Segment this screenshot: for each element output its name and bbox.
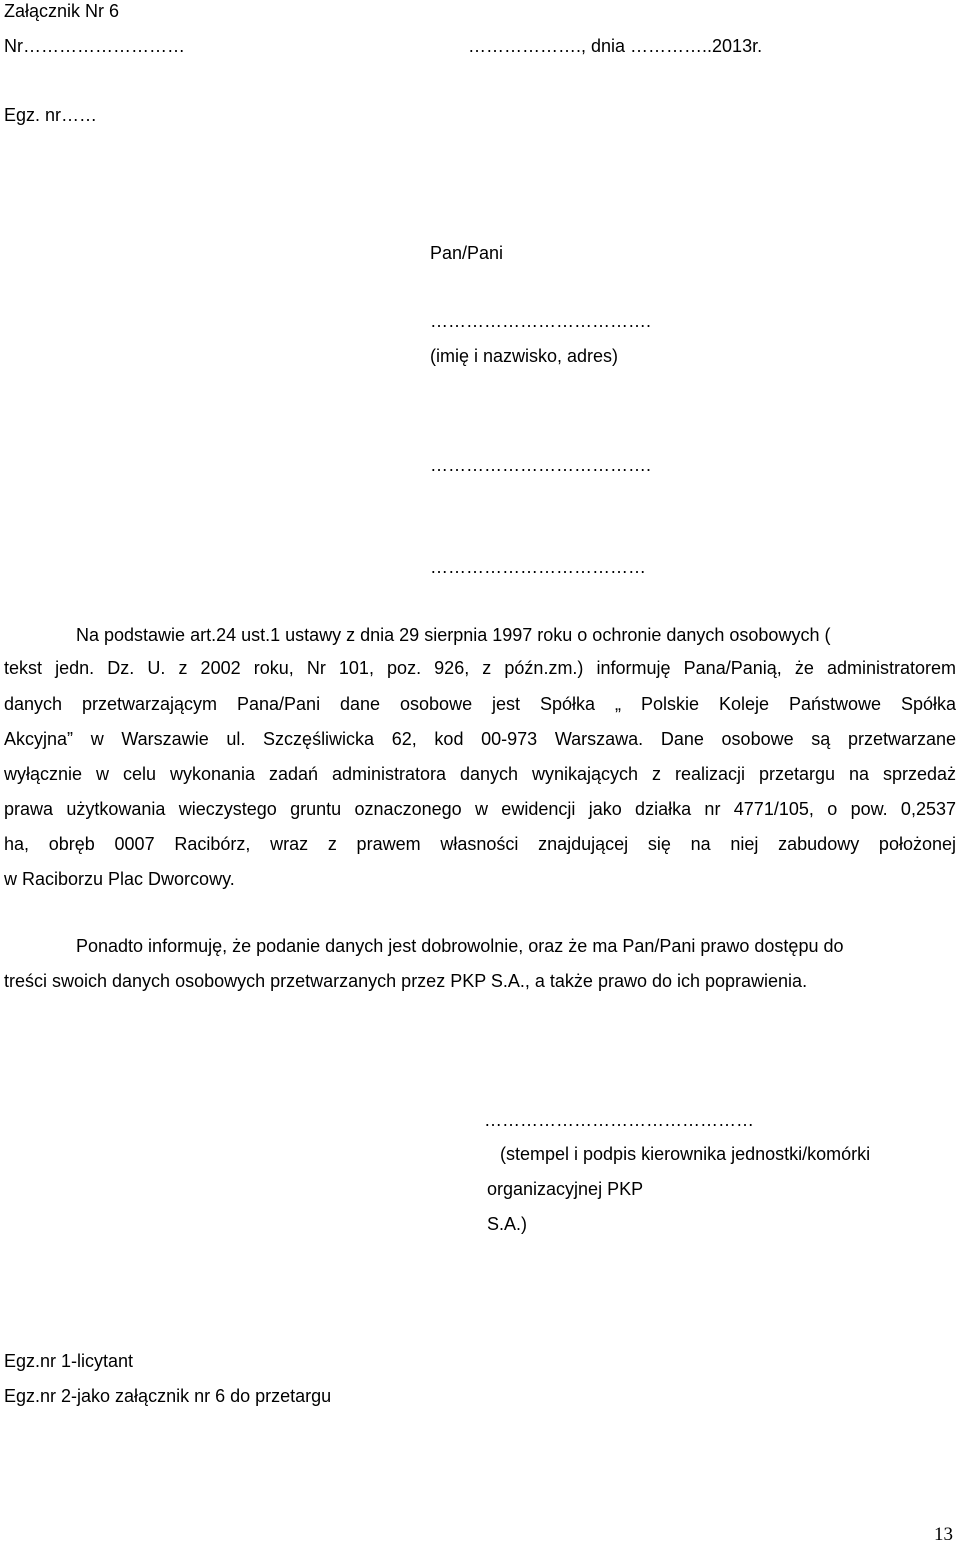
addressee-dots-1: ………………………………. [430,311,652,331]
copy-1-note: Egz.nr 1-licytant [4,1351,134,1371]
paragraph-1-line: wyłącznie w celu wykonania zadań administratora danych wynikających z realizacji przetargu na sprzedaż [4,764,956,784]
paragraph-1-first-line: Na podstawie art.24 ust.1 ustawy z dnia 29 sierpnia 1997 roku o ochronie danych osobowych ( [76,625,831,645]
page-number: 13 [934,1524,953,1545]
copy-number: Egz. nr…… [4,105,98,125]
attachment-title: Załącznik Nr 6 [4,1,120,21]
paragraph-2-first-line: Ponadto informuję, że podanie danych jest dobrowolnie, oraz że ma Pan/Pani prawo dostępu do [76,936,844,956]
paragraph-1-line: prawa użytkowania wieczystego gruntu oznaczonego w ewidencji jako działka nr 4771/105, o pow. 0,2537 [4,799,956,819]
signature-caption: (stempel i podpis kierownika jednostki/komórki [500,1144,871,1164]
paragraph-2-last-line: treści swoich danych osobowych przetwarzanych przez PKP S.A., a także prawo do ich poprawienia. [4,971,808,991]
paragraph-1-line: ha, obręb 0007 Racibórz, wraz z prawem własności znajdującej się na niej zabudowy położonej [4,834,956,854]
signature-dots: ……………………………………… [484,1110,754,1130]
document-number: Nr……………………… [4,36,185,56]
paragraph-1-line: w Raciborzu Plac Dworcowy. [4,869,235,889]
copy-2-note: Egz.nr 2-jako załącznik nr 6 do przetargu [4,1386,332,1406]
signature-caption: S.A.) [487,1214,528,1234]
paragraph-1-line: Akcyjna” w Warszawie ul. Szczęśliwicka 62, kod 00-973 Warszawa. Dane osobowe są przetwarzane [4,729,956,749]
paragraph-1-line: danych przetwarzającym Pana/Pani dane osobowe jest Spółka „ Polskie Koleje Państwowe Spółka [4,694,956,714]
paragraph-1-line: tekst jedn. Dz. U. z 2002 roku, Nr 101, poz. 926, z późn.zm.) informuję Pana/Panią, że administratorem [4,658,956,678]
addressee-dots-3: ……………………………… [430,557,646,577]
addressee-name-hint: (imię i nazwisko, adres) [430,346,619,366]
addressee-dots-2: ………………………………. [430,455,652,475]
document-date: ………………., dnia …………..2013r. [468,36,763,56]
signature-caption: organizacyjnej PKP [487,1179,644,1199]
addressee-salutation: Pan/Pani [430,243,504,263]
